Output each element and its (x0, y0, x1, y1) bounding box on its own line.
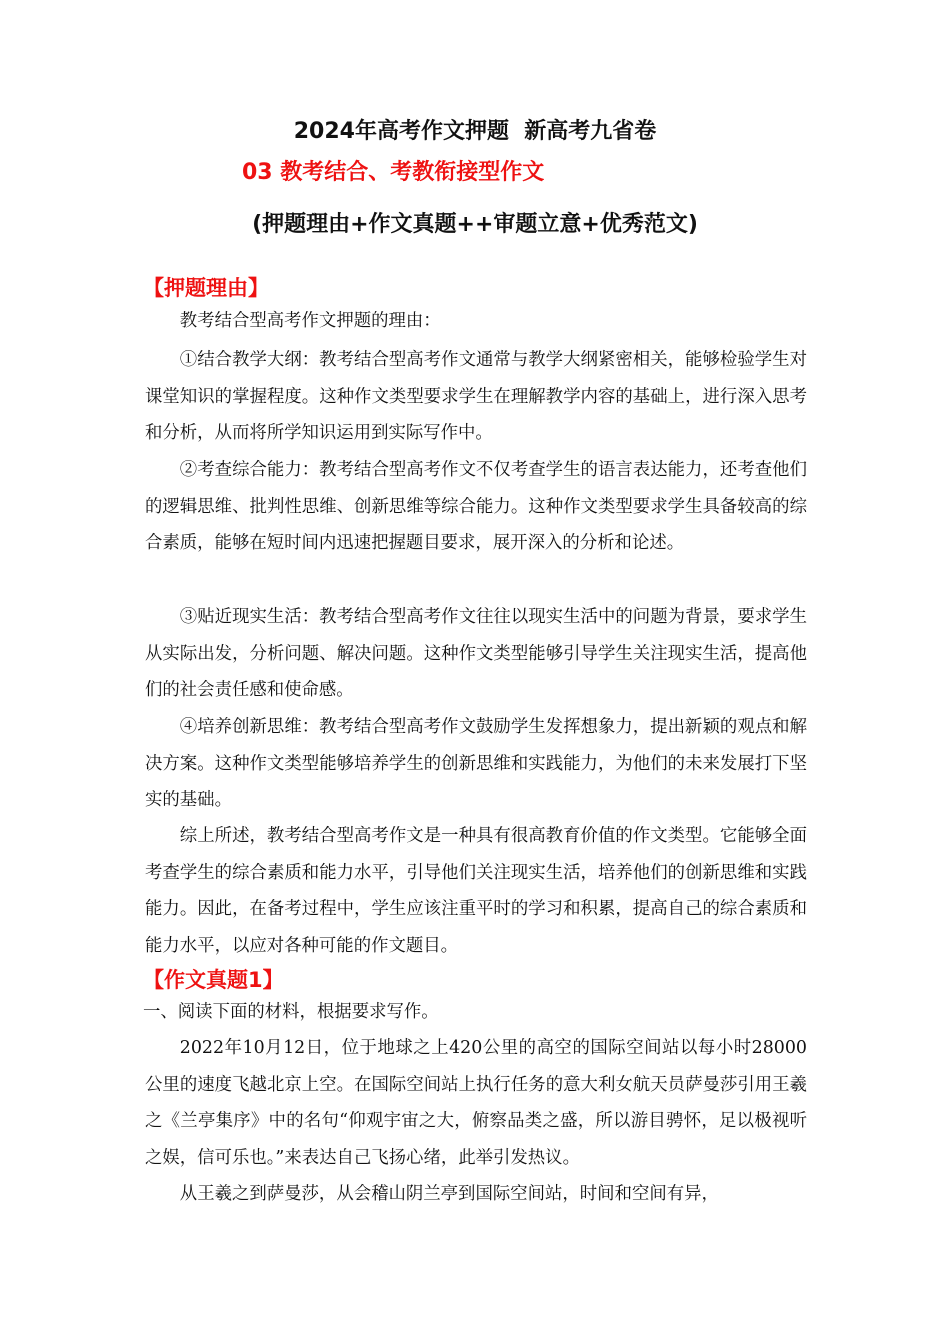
document-title: 2024年高考作文押题 新高考九省卷 (293, 119, 657, 144)
question-material-paragraph-1: 2022年10月12日，位于地球之上420公里的高空的国际空间站以每小时28000公里的速度飞越北京上空。在国际空间站上执行任务的意大利女航天员萨曼莎引用王羲之《兰亭集序》中的名句“仰观宇宙之大，俯察品类之盛，所以游目骋怀，足以极视听之娱，信可乐也。”来表达自己飞扬心绪，此举引发热议。 (145, 1038, 807, 1168)
question-instruction: 一、阅读下面的材料，根据要求写作。 (143, 1002, 439, 1022)
reason-summary: 综上所述，教考结合型高考作文是一种具有很高教育价值的作文类型。它能够全面考查学生的综合素质和能力水平，引导他们关注现实生活，培养他们的创新思维和实践能力。因此，在备考过程中，学生应该注重平时的学习和积累，提高自己的综合素质和能力水平，以应对各种可能的作文题目。 (145, 826, 807, 956)
section-heading-reason: 【押题理由】 (143, 276, 269, 300)
reason-point-2: ②考查综合能力：教考结合型高考作文不仅考查学生的语言表达能力，还考查他们的逻辑思维、批判性思维、创新思维等综合能力。这种作文类型要求学生具备较高的综合素质，能够在短时间内迅速把握题目要求，展开深入的分析和论述。 (145, 460, 807, 553)
document-contents-note: (押题理由+作文真题++审题立意+优秀范文) (252, 212, 698, 237)
document-subtitle: 03 教考结合、考教衔接型作文 (242, 160, 545, 185)
reason-point-3: ③贴近现实生活：教考结合型高考作文往往以现实生活中的问题为背景，要求学生从实际出发，分析问题、解决问题。这种作文类型能够引导学生关注现实生活，提高他们的社会责任感和使命感。 (145, 607, 807, 700)
section-heading-question-1: 【作文真题1】 (143, 968, 284, 992)
reason-intro: 教考结合型高考作文押题的理由： (179, 311, 441, 331)
reason-point-1: ①结合教学大纲：教考结合型高考作文通常与教学大纲紧密相关，能够检验学生对课堂知识的掌握程度。这种作文类型要求学生在理解教学内容的基础上，进行深入思考和分析，从而将所学知识运用到实际写作中。 (145, 350, 807, 443)
question-material-paragraph-2: 从王羲之到萨曼莎，从会稽山阴兰亭到国际空间站，时间和空间有异， (179, 1184, 719, 1204)
reason-point-4: ④培养创新思维：教考结合型高考作文鼓励学生发挥想象力，提出新颖的观点和解决方案。这种作文类型能够培养学生的创新思维和实践能力，为他们的未来发展打下坚实的基础。 (145, 717, 807, 810)
